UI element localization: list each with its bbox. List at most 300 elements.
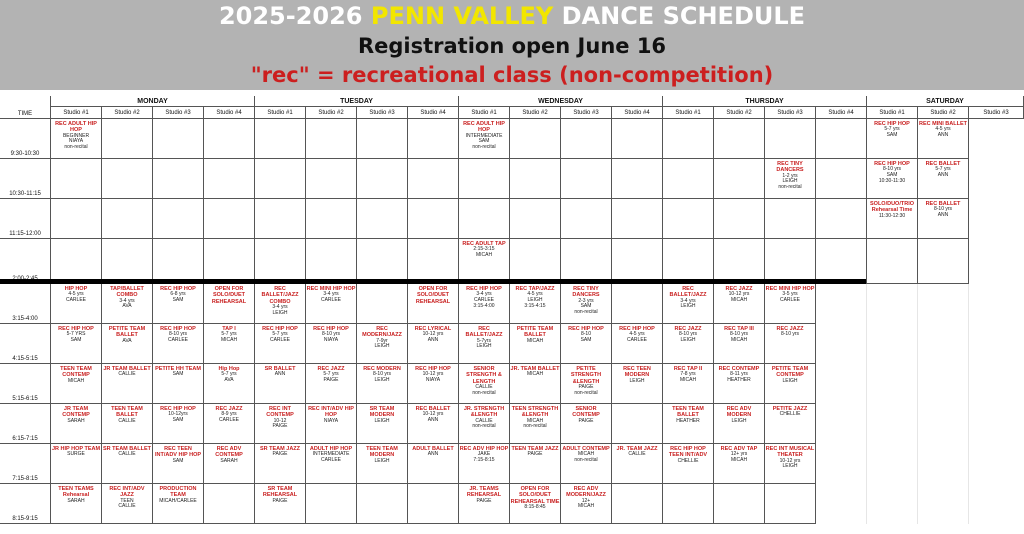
schedule-slot — [357, 199, 408, 239]
class-name: REC ADV CONTEMP — [215, 446, 243, 459]
class-detail: SAM — [886, 132, 898, 139]
schedule-slot — [51, 199, 102, 239]
class-detail: non-recital — [574, 309, 598, 316]
class-slot — [714, 444, 765, 484]
studio-label: Studio #2 — [726, 109, 752, 116]
time-slot — [0, 444, 51, 484]
class-detail: non-recital — [472, 144, 496, 151]
class-name: HIP HOP — [64, 286, 88, 292]
class-slot — [102, 444, 153, 484]
class-entry — [714, 364, 764, 384]
schedule-slot — [765, 239, 816, 284]
class-entry — [357, 324, 407, 350]
class-entry — [561, 324, 611, 344]
class-detail: 8-10 yrs — [780, 331, 800, 338]
studio-label: Studio #1 — [471, 109, 497, 116]
class-detail: INTERMEDIATE — [465, 132, 503, 139]
studio-header — [255, 107, 306, 119]
class-name: TEEN TEAM MODERN — [366, 446, 398, 459]
class-slot — [51, 444, 102, 484]
class-entry — [663, 284, 713, 310]
class-name: REC JAZZ — [674, 326, 702, 332]
schedule-slot — [204, 484, 255, 524]
title-studio-name: PENN VALLEY — [370, 2, 554, 30]
class-detail: 10-12 — [273, 417, 287, 424]
class-detail: 8-10 yrs — [321, 331, 341, 338]
title-rest: DANCE SCHEDULE — [561, 2, 806, 30]
class-name: TEEN TEAM JAZZ — [511, 446, 559, 452]
class-slot — [663, 404, 714, 444]
class-name: TEEN STRENGTH &LENGTH — [511, 406, 559, 419]
class-slot — [459, 444, 510, 484]
class-name: REC HIP HOP — [262, 326, 298, 332]
class-detail: 2-3 yrs — [578, 297, 594, 304]
schedule-slot — [816, 239, 867, 284]
class-slot — [255, 444, 306, 484]
studio-label: Studio #2 — [114, 109, 140, 116]
class-name: JR. TEAM BALLET — [510, 366, 560, 372]
schedule-slot — [765, 484, 816, 524]
class-entry — [357, 444, 407, 464]
class-slot — [663, 324, 714, 364]
class-name: JR. STRENGTH &LENGTH — [463, 406, 505, 419]
class-detail: 8-10 yrs — [168, 331, 188, 338]
class-entry — [204, 364, 254, 384]
schedule-slot — [459, 199, 510, 239]
class-slot — [255, 404, 306, 444]
class-detail: LEIGH — [680, 303, 696, 310]
class-name: REC ADULT HIP HOP — [463, 121, 505, 134]
class-detail: 3-4 yrs — [680, 297, 696, 304]
empty-gridline — [968, 364, 969, 404]
studio-label: Studio #1 — [63, 109, 89, 116]
schedule-slot — [459, 159, 510, 199]
class-detail: LEIGH — [374, 377, 390, 384]
class-entry — [714, 404, 764, 424]
schedule-slot — [714, 159, 765, 199]
studio-label: Studio #3 — [983, 109, 1009, 116]
class-slot — [153, 284, 204, 324]
class-detail: 8-10 yrs — [372, 371, 392, 378]
class-detail: 12+ yrs — [730, 451, 748, 458]
class-entry — [306, 284, 356, 304]
schedule-slot — [357, 239, 408, 284]
class-detail: CALLIE — [118, 417, 136, 424]
class-slot — [459, 239, 510, 284]
class-name: ADULT HIP HOP — [309, 446, 353, 452]
class-slot — [561, 364, 612, 404]
schedule-slot — [867, 239, 918, 284]
class-slot — [510, 364, 561, 404]
class-entry — [153, 364, 203, 378]
class-detail: SAM — [478, 138, 490, 145]
class-slot — [102, 364, 153, 404]
class-slot — [867, 159, 918, 199]
class-entry — [255, 364, 305, 378]
studio-header — [459, 107, 510, 119]
class-entry — [102, 284, 152, 310]
class-detail: LEIGH — [476, 343, 492, 350]
class-detail: ANN — [427, 451, 439, 458]
studio-label: Studio #2 — [522, 109, 548, 116]
class-name: SR BALLET — [264, 366, 296, 372]
class-slot — [306, 364, 357, 404]
class-detail: CARLEE — [320, 457, 341, 464]
class-entry — [459, 364, 509, 396]
class-slot — [255, 364, 306, 404]
class-name: TAP I — [222, 326, 236, 332]
empty-gridline — [917, 444, 918, 484]
class-slot — [306, 444, 357, 484]
day-header-tuesday — [255, 96, 459, 107]
day-header-thursday — [663, 96, 867, 107]
class-entry — [561, 404, 611, 424]
class-slot — [459, 284, 510, 324]
class-detail: 5-7 YRS — [66, 331, 86, 338]
schedule-slot — [561, 239, 612, 284]
class-name: OPEN FOR SOLO/DUET REHEARSAL TIME — [510, 486, 560, 505]
class-slot — [561, 484, 612, 524]
time-slot-label: 11:15-12:00 — [9, 231, 41, 237]
class-detail: CARLEE — [779, 297, 800, 304]
schedule-slot — [51, 239, 102, 284]
class-detail: MICAH — [526, 371, 544, 378]
class-detail: non-recital — [472, 389, 496, 396]
class-detail: PAIGE — [476, 497, 492, 504]
class-detail: BEGINNER — [62, 132, 90, 139]
class-name: REC LYRICAL — [414, 326, 452, 332]
empty-gridline — [917, 484, 918, 524]
schedule-slot — [357, 484, 408, 524]
class-entry — [255, 484, 305, 504]
class-detail: CARLEE — [218, 417, 239, 424]
class-slot — [459, 119, 510, 159]
class-detail: SAM — [886, 172, 898, 179]
class-name: REC TAP III — [724, 326, 754, 332]
studio-header — [561, 107, 612, 119]
class-name: REC ADV HIP HOP — [459, 446, 509, 452]
class-name: REC ADULT HIP HOP — [55, 121, 97, 134]
day-name: MONDAY — [137, 97, 168, 105]
class-slot — [408, 324, 459, 364]
class-detail: PAIGE — [272, 497, 288, 504]
class-entry — [306, 444, 356, 464]
studio-label: Studio #1 — [879, 109, 905, 116]
class-slot — [663, 284, 714, 324]
class-name: PETITE JAZZ — [772, 406, 808, 412]
class-detail: LEIGH — [782, 178, 798, 185]
class-entry — [459, 444, 509, 464]
class-detail: 7-8 yrs — [680, 371, 696, 378]
class-slot — [918, 159, 969, 199]
schedule-slot — [255, 119, 306, 159]
class-name: REC JAZZ — [317, 366, 345, 372]
schedule-slot — [714, 484, 765, 524]
schedule-slot — [816, 159, 867, 199]
empty-gridline — [917, 404, 918, 444]
schedule-slot — [714, 199, 765, 239]
class-entry — [765, 159, 815, 191]
class-detail: ANN — [937, 172, 949, 179]
class-detail: MICAH — [475, 252, 493, 259]
schedule-slot — [153, 199, 204, 239]
class-name: REC TEEN INT/ADV HIP HOP — [154, 446, 202, 459]
class-slot — [867, 119, 918, 159]
class-entry — [612, 444, 662, 458]
class-detail: 1-2 yrs — [782, 172, 798, 179]
empty-gridline — [866, 284, 867, 324]
class-slot — [357, 324, 408, 364]
class-name: PETITE TEAM BALLET — [108, 326, 146, 339]
schedule-slot — [102, 199, 153, 239]
class-detail: CALLIE — [475, 417, 493, 424]
class-entry — [918, 119, 968, 139]
afternoon-divider — [0, 279, 866, 284]
class-detail: CARLEE — [167, 337, 188, 344]
studio-header — [612, 107, 663, 119]
class-name: REC INT MUSICAL THEATER — [765, 446, 815, 459]
time-slot — [0, 119, 51, 159]
class-entry — [612, 324, 662, 344]
class-slot — [204, 284, 255, 324]
class-detail: CALLIE — [118, 451, 136, 458]
class-slot — [153, 444, 204, 484]
schedule-slot — [612, 159, 663, 199]
time-slot — [0, 284, 51, 324]
class-detail: AVA — [122, 337, 132, 344]
class-entry — [663, 324, 713, 344]
class-entry — [867, 159, 917, 185]
class-name: REC BALLET/JAZZ — [669, 286, 707, 299]
class-slot — [714, 324, 765, 364]
class-detail: LEIGH — [680, 337, 696, 344]
studio-label: Studio #4 — [420, 109, 446, 116]
class-slot — [612, 324, 663, 364]
class-name: ADULT BALLET — [412, 446, 454, 452]
class-detail: SARAH — [67, 417, 85, 424]
class-name: REC MINI BALLET — [919, 121, 967, 127]
class-detail: 10:30-11:30 — [878, 177, 906, 184]
class-name: REC HIP HOP — [619, 326, 655, 332]
class-detail: 6-8 yrs — [170, 291, 186, 298]
day-name: WEDNESDAY — [538, 97, 583, 105]
class-slot — [357, 444, 408, 484]
day-header-monday — [51, 96, 255, 107]
class-detail: ANN — [427, 337, 439, 344]
class-detail: 4-5 yrs — [935, 126, 951, 133]
class-slot — [306, 324, 357, 364]
schedule-slot — [255, 199, 306, 239]
studio-label: Studio #3 — [165, 109, 191, 116]
schedule-slot — [306, 159, 357, 199]
class-detail: 5-7 yrs — [221, 371, 237, 378]
class-name: REC BALLET/JAZZ — [465, 326, 503, 339]
studio-label: Studio #3 — [573, 109, 599, 116]
class-detail: non-recital — [64, 144, 88, 151]
class-slot — [561, 324, 612, 364]
class-entry — [51, 404, 101, 424]
class-name: PETITE TEAM CONTEMP — [771, 366, 809, 379]
class-detail: SAM — [70, 337, 82, 344]
class-detail: 2:15-3:15 — [473, 246, 495, 253]
class-name: ADULT CONTEMP — [562, 446, 610, 452]
class-entry — [510, 404, 560, 430]
class-detail: CHELLIE — [779, 411, 801, 418]
class-entry — [51, 444, 101, 458]
class-name: Hip Hop — [218, 366, 240, 372]
class-name: REC BALLET — [925, 201, 961, 207]
class-detail: 8:15-8:45 — [524, 503, 546, 510]
schedule-slot — [357, 284, 408, 324]
class-entry — [102, 364, 152, 378]
class-slot — [765, 444, 816, 484]
time-slot-label: 9:30-10:30 — [10, 151, 40, 157]
class-slot — [765, 284, 816, 324]
time-slot — [0, 159, 51, 199]
class-detail: non-recital — [778, 184, 802, 191]
time-slot — [0, 199, 51, 239]
studio-header — [306, 107, 357, 119]
class-detail: non-recital — [472, 423, 496, 430]
class-slot — [255, 324, 306, 364]
schedule-slot — [153, 239, 204, 284]
class-name: PETITE HH TEAM — [155, 366, 201, 372]
class-name: TAP/BALLET COMBO — [110, 286, 144, 299]
class-entry — [918, 159, 968, 179]
schedule-slot — [204, 239, 255, 284]
studio-header — [51, 107, 102, 119]
class-entry — [153, 284, 203, 304]
class-detail: CALLIE — [628, 451, 646, 458]
class-entry — [357, 364, 407, 384]
class-entry — [306, 364, 356, 384]
schedule-slot — [102, 159, 153, 199]
class-detail: 5-7 yrs — [884, 126, 900, 133]
schedule-slot — [153, 159, 204, 199]
schedule-slot — [306, 119, 357, 159]
empty-gridline — [968, 484, 969, 524]
class-slot — [408, 284, 459, 324]
class-detail: CALLIE — [118, 371, 136, 378]
class-detail: PAIGE — [272, 423, 288, 430]
class-slot — [204, 404, 255, 444]
time-slot-label: 6:15-7:15 — [12, 436, 38, 442]
studio-header — [969, 107, 1024, 119]
class-entry — [561, 284, 611, 316]
class-detail: 3-4 yrs — [272, 303, 288, 310]
schedule-slot — [612, 404, 663, 444]
class-name: TEEN TEAMS Rehearsal — [58, 486, 94, 499]
class-entry — [408, 364, 458, 384]
class-slot — [918, 199, 969, 239]
schedule-slot — [612, 484, 663, 524]
schedule-slot — [714, 119, 765, 159]
class-entry — [102, 404, 152, 424]
schedule-slot — [408, 484, 459, 524]
empty-gridline — [866, 364, 867, 404]
class-detail: MICAH — [577, 451, 595, 458]
class-detail: JAKE — [477, 451, 491, 458]
class-slot — [102, 404, 153, 444]
empty-gridline — [968, 284, 969, 324]
class-slot — [51, 284, 102, 324]
schedule-slot — [102, 239, 153, 284]
class-detail: LEIGH — [374, 457, 390, 464]
class-entry — [561, 484, 611, 510]
class-name: REC TAP/JAZZ — [515, 286, 555, 292]
class-entry — [765, 324, 815, 338]
schedule-slot — [918, 239, 969, 284]
class-detail: 5-7yrs — [477, 337, 491, 344]
class-detail: MICAH — [526, 337, 544, 344]
schedule-slot — [306, 484, 357, 524]
class-name: REC HIP HOP — [160, 326, 196, 332]
class-entry — [51, 284, 101, 304]
class-detail: non-recital — [523, 423, 547, 430]
class-entry — [510, 284, 560, 310]
registration-note: Registration open June 16 — [357, 34, 667, 58]
class-entry — [204, 324, 254, 344]
time-slot — [0, 484, 51, 524]
class-slot — [153, 364, 204, 404]
class-slot — [510, 404, 561, 444]
class-detail: 3-5 yrs — [782, 291, 798, 298]
class-entry — [510, 364, 560, 378]
class-name: REC HIP HOP — [874, 161, 910, 167]
class-name: REC ADV MODERN/JAZZ — [566, 486, 606, 499]
time-header-label: TIME — [17, 111, 33, 117]
schedule-slot — [816, 119, 867, 159]
class-detail: 10-12 yrs — [422, 411, 444, 418]
class-slot — [459, 404, 510, 444]
studio-label: Studio #4 — [828, 109, 854, 116]
class-slot — [51, 364, 102, 404]
class-slot — [459, 364, 510, 404]
class-slot — [663, 444, 714, 484]
class-name: REC TEEN MODERN — [623, 366, 651, 379]
class-detail: LEIGH — [374, 417, 390, 424]
class-name: TEEN TEAM BALLET — [672, 406, 704, 419]
day-name: THURSDAY — [745, 97, 784, 105]
class-detail: SAM — [172, 371, 184, 378]
class-entry — [306, 324, 356, 344]
schedule-slot — [204, 119, 255, 159]
schedule-slot — [204, 159, 255, 199]
class-detail: 7:15-8:15 — [473, 457, 495, 464]
schedule-slot — [51, 159, 102, 199]
studio-label: Studio #3 — [369, 109, 395, 116]
class-entry — [663, 444, 713, 464]
class-entry — [153, 484, 203, 504]
class-slot — [459, 484, 510, 524]
class-detail: 10-12 yrs — [422, 371, 444, 378]
class-detail: non-recital — [574, 457, 598, 464]
class-detail: 8-10 yrs — [882, 166, 902, 173]
empty-gridline — [917, 284, 918, 324]
class-slot — [510, 484, 561, 524]
class-entry — [663, 364, 713, 384]
schedule-slot — [612, 119, 663, 159]
class-detail: SAM — [172, 457, 184, 464]
class-name: REC JAZZ — [776, 326, 804, 332]
schedule-slot — [357, 159, 408, 199]
schedule-slot — [153, 119, 204, 159]
class-detail: MICAH — [730, 337, 748, 344]
class-detail: 4-5 yrs — [68, 291, 84, 298]
class-detail: 8-9 yrs — [221, 411, 237, 418]
class-detail: AVA — [224, 377, 234, 384]
schedule-slot — [408, 159, 459, 199]
